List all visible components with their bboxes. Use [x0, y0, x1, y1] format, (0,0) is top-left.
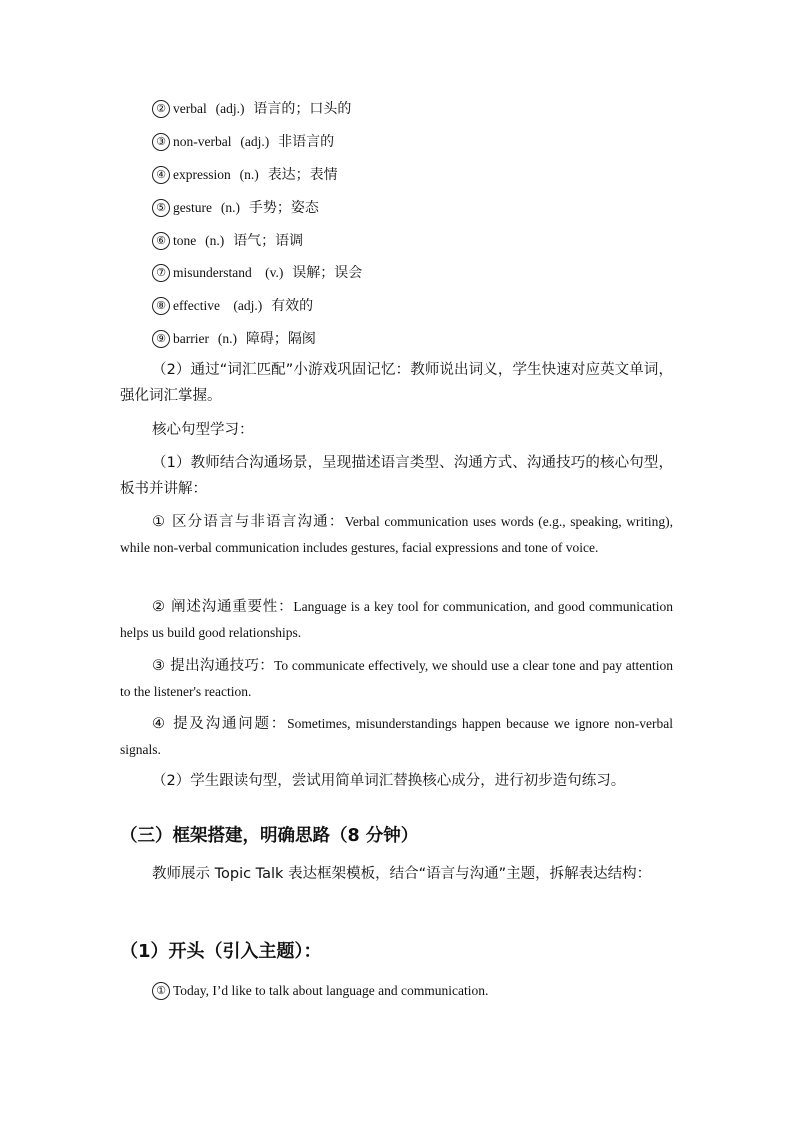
- vocab-word: barrier: [173, 331, 209, 346]
- list-number: ①: [152, 982, 170, 1000]
- vocab-meaning: 表达；表情: [267, 167, 338, 183]
- list-number: ②: [152, 100, 170, 118]
- vocab-meaning: 手势；姿态: [248, 200, 319, 216]
- sentence-lead: ② 阐述沟通重要性：: [152, 599, 294, 615]
- section-heading: （三）框架搭建，明确思路（8 分钟）: [120, 826, 419, 846]
- vocab-pos: (adj.): [240, 134, 270, 149]
- vocab-pos: (n.): [217, 331, 238, 346]
- vocab-word: non-verbal: [173, 134, 232, 149]
- vocab-meaning: 语气；语调: [233, 233, 304, 249]
- list-number: ⑤: [152, 199, 170, 217]
- vocab-meaning: 障碍；隔阂: [245, 331, 316, 347]
- list-number: ④: [152, 166, 170, 184]
- opening-sentence: [152, 980, 488, 1002]
- vocab-word: gesture: [173, 200, 212, 215]
- sentence-text: Language is a key tool for communication, and good communication helps us build good relationships.: [120, 599, 674, 640]
- vocab-word: verbal: [173, 101, 207, 116]
- vocab-word: effective: [173, 298, 220, 313]
- list-number: ⑧: [152, 297, 170, 315]
- vocab-meaning: 语言的；口头的: [253, 101, 352, 117]
- vocab-pos: (n.): [205, 233, 225, 248]
- vocab-pos: (adj.): [233, 298, 263, 313]
- vocab-item: [152, 328, 316, 350]
- follow-read-note: （2）学生跟读句型，尝试用简单词汇替换核心成分，进行初步造句练习。: [152, 773, 626, 789]
- vocab-pos: (v.): [265, 265, 284, 280]
- sentence-text: Sometimes, misunderstandings happen because we ignore non-verbal signals.: [120, 716, 673, 757]
- list-number: ⑦: [152, 264, 170, 282]
- sentence-item: [120, 711, 673, 763]
- vocab-item: [152, 197, 319, 219]
- core-sentences-title: 核心句型学习：: [152, 422, 254, 438]
- vocab-item: [152, 295, 313, 317]
- sentence-text: Verbal communication uses words (e.g., speaking, writing), while non-verbal communication includes gestures, facial expressions and tone of voice.: [120, 514, 673, 555]
- vocab-item: [152, 164, 338, 186]
- vocab-item: [152, 98, 351, 120]
- sentence-item: [120, 653, 673, 705]
- vocab-item: [152, 230, 303, 252]
- vocab-meaning: 非语言的: [278, 134, 335, 150]
- sentence-lead: ③ 提出沟通技巧：: [152, 658, 275, 674]
- vocab-meaning: 误解；误会: [292, 265, 363, 281]
- vocab-pos: (n.): [220, 200, 241, 215]
- sentence-text: To communicate effectively, we should use a clear tone and pay attention to the listener's reaction.: [120, 658, 673, 699]
- list-number: ⑨: [152, 330, 170, 348]
- sub-heading: （1）开头（引入主题）：: [120, 941, 322, 962]
- vocab-word: tone: [173, 233, 197, 248]
- core-sentences-intro: （1）教师结合沟通场景，呈现描述语言类型、沟通方式、沟通技巧的核心句型，板书并讲解：: [120, 455, 673, 497]
- vocab-meaning: 有效的: [271, 298, 314, 314]
- sentence-lead: ④ 提及沟通问题：: [152, 716, 288, 732]
- vocab-item: [152, 262, 362, 284]
- opening-text: Today, I’d like to talk about language and communication.: [173, 983, 489, 998]
- sentence-item: [120, 594, 673, 646]
- list-number: ③: [152, 133, 170, 151]
- vocab-word: misunderstand: [173, 265, 252, 280]
- vocab-item: [152, 131, 334, 153]
- sentence-item: [120, 509, 673, 561]
- list-number: ⑥: [152, 232, 170, 250]
- vocab-pos: (n.): [239, 167, 259, 182]
- section-paragraph: 教师展示 Topic Talk 表达框架模板，结合“语言与沟通”主题，拆解表达结构：: [152, 866, 652, 882]
- sentence-lead: ① 区分语言与非语言沟通：: [152, 514, 345, 530]
- vocab-word: expression: [173, 167, 231, 182]
- vocab-game-note: （2）通过“词汇匹配”小游戏巩固记忆：教师说出词义，学生快速对应英文单词，强化词汇掌握。: [120, 362, 673, 404]
- vocab-pos: (adj.): [215, 101, 245, 116]
